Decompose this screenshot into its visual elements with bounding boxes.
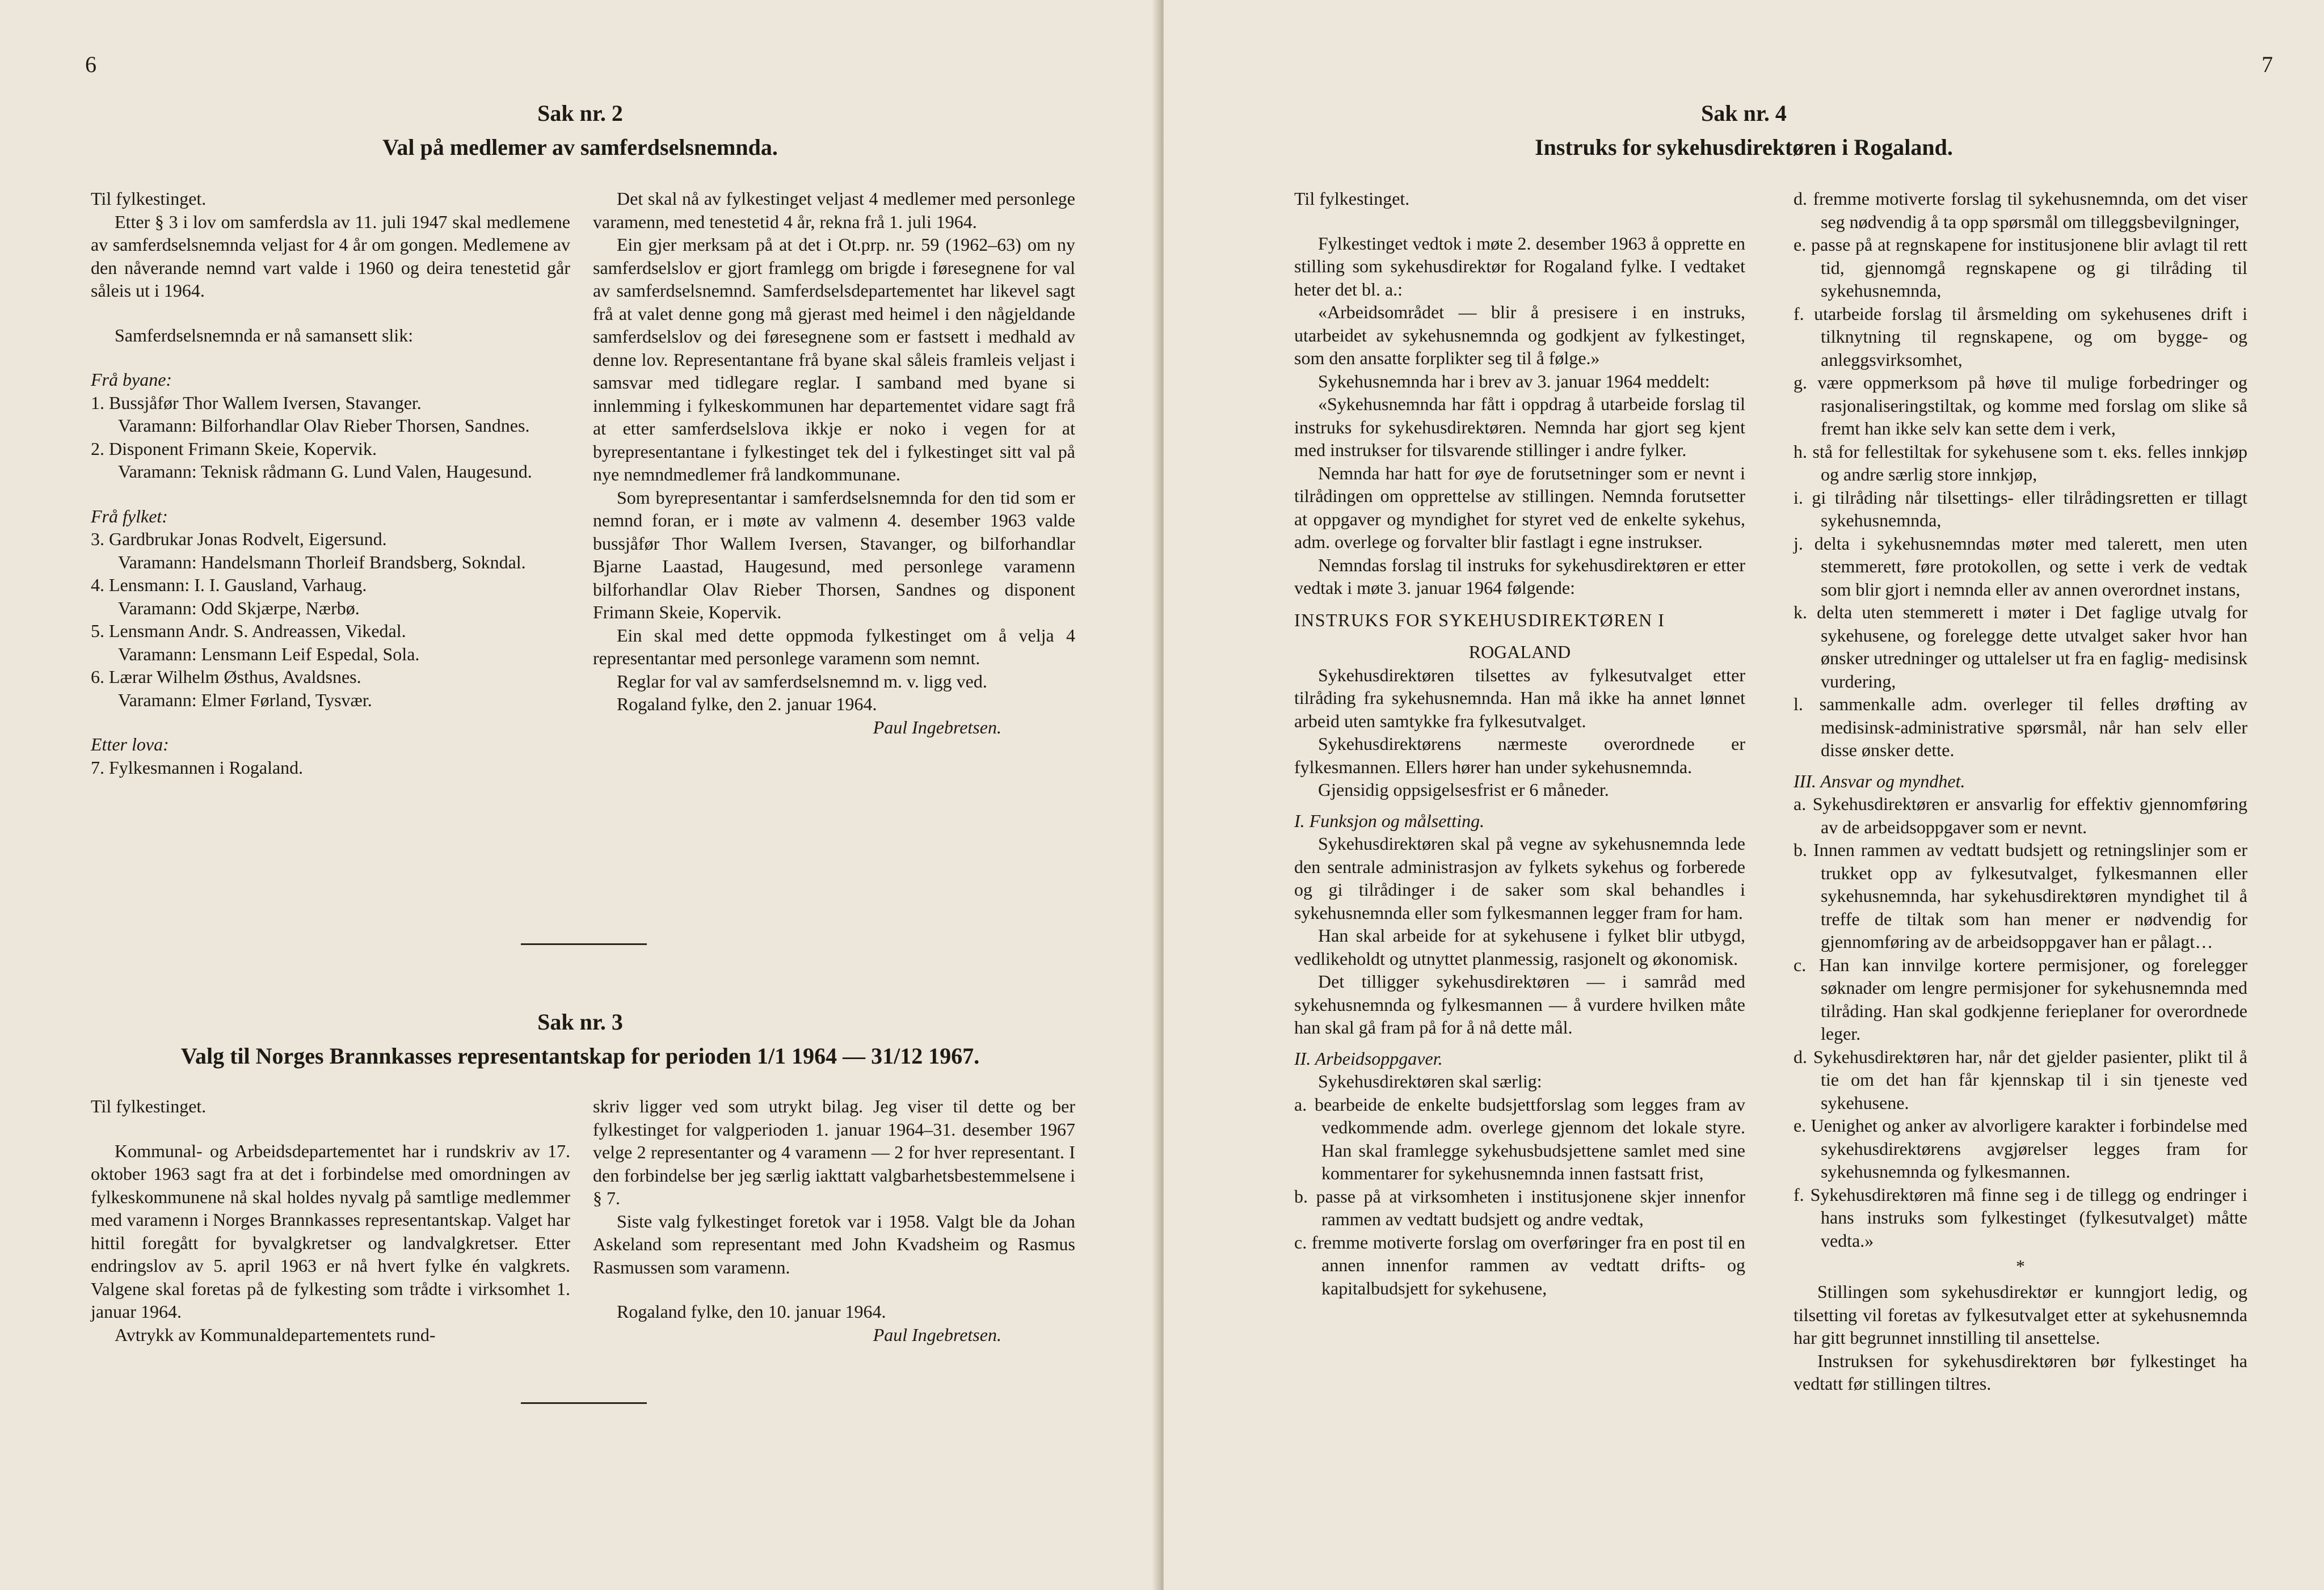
list-item: Varamann: Odd Skjærpe, Nærbø. [118,597,360,618]
signature: Paul Ingebretsen. [873,716,1001,737]
paragraph: Som byrepresentantar i samferdselsnemnda for den tid som er nemnd foran, er i møte av valmenn 4. desember 1963 valde bussjåfør Thor Wallem Iversen, Stavanger, og bilforhandlar Bjarne Laastad, Haugesund, med personlege varamenn bilforhandlar Olav Rieber Thorsen, Sandnes og disponent Frimann Skeie, Kopervik. [593,487,1075,622]
left-page [0,0,1160,1590]
paragraph: Ein skal med dette oppmoda fylkestinget om å velja 4 representantar med personlege varamenn som nemnt. [593,625,1075,668]
sak3-subtitle: Valg til Norges Brannkasses representantskap for perioden 1/1 1964 — 31/12 1967. [180,1043,980,1069]
sak2-column-1 [91,187,570,779]
list-item: Varamann: Handelsmann Thorleif Brandsberg, Sokndal. [118,551,526,572]
paragraph: Ein gjer merksam på at det i Ot.prp. nr. 59 (1962–63) om ny samferdselslov er gjort framlegg om brigde i føresegnene for val av samferdselsnemnd. Samferdselsdepartementet har likevel sagt frå at valet denne gong må gjerast med heimel i den någjeldande samferdselslov og dei føresegnene som er fastsett i medhald av denne lov. Representantane frå byane skal såleis framleis veljast i samsvar med tidlegare reglar. I samband med byane si innlemming i fylkeskommunen har departementet vidare sagt frå at etter samferdselslova ikkje er noko i vegen for at byrepresentantane i fylkestinget tek del i fylkestinget sitt val på nye nemndmedlemer frå landkommunane. [593,234,1075,484]
paragraph: Det tilligger sykehusdirektøren — i samråd med sykehusnemnda og fylkesmannen — å vurdere hvilken måte han skal gå fram på for å nå dette mål. [1294,971,1745,1037]
list-item: 4. Lensmann: I. I. Gausland, Varhaug. [91,575,367,595]
list-item: 2. Disponent Frimann Skeie, Kopervik. [91,438,377,459]
list-item: c. fremme motiverte forslag om overføringer fra en post til en annen innenfor rammen av vedtatt drifts- og kapitalbudsjett for sykehusene, [1294,1231,1745,1298]
section-label: Etter lova: [91,734,169,754]
section-label: Frå fylket: [91,505,168,526]
paragraph: Til fylkestinget. [91,1096,207,1116]
list-item: Varamann: Bilforhandlar Olav Rieber Thorsen, Sandnes. [118,415,530,436]
list-item: f. utarbeide forslag til årsmelding om sykehusenes drift i tilknytning til regnskapene, og om bygge- og anleggsvirksomhet, [1793,303,2247,370]
section-label: Frå byane: [91,369,172,390]
paragraph: Fylkestinget vedtok i møte 2. desember 1963 å opprette en stilling som sykehusdirektør for Rogaland fylke. I vedtaket heter det bl. a.: [1294,233,1745,300]
list-item: b. passe på at virksomheten i institusjonene skjer innenfor rammen av vedtatt budsjett og andre vedtak, [1294,1186,1745,1229]
sak3-column-2 [593,1095,1075,1346]
section-heading: I. Funksjon og målsetting. [1294,810,1485,831]
paragraph: Siste valg fylkestinget foretok var i 1958. Valgt ble da Johan Askeland som representant med John Kvadsheim og Rasmus Rasmussen som varamenn. [593,1211,1075,1277]
list-item: Varamann: Elmer Førland, Tysvær. [118,689,372,710]
paragraph: Kommunal- og Arbeidsdepartementet har i rundskriv av 17. oktober 1963 sagt fra at det i forbindelse med omordningen av fylkeskommunene nå skal holdes nyvalg på samtlige medlemmer med varamenn i Norges Brannkasses representantskap. Valget har hittil foregått for byvalgkretser og landvalgkretser. Etter endringslov av 5. april 1963 er nå hvert fylke én valgkrets. Valgene skal foretas på de fylkesting som trådte i virksomhet 1. januar 1964. [91,1140,570,1322]
list-item: f. Sykehusdirektøren må finne seg i de tillegg og endringer i hans instruks som fylkestinget (fylkesutvalget) måtte vedta.» [1793,1184,2247,1251]
paragraph: Til fylkestinget. [1294,188,1410,209]
sak2-subtitle: Val på medlemer av samferdselsnemnda. [382,134,778,160]
sak4-subtitle: Instruks for sykehusdirektøren i Rogaland. [1535,134,1953,160]
list-item: 6. Lærar Wilhelm Østhus, Avaldsnes. [91,667,361,687]
list-item: 5. Lensmann Andr. S. Andreassen, Vikedal. [91,621,406,641]
section-separator: * [2016,1256,2025,1276]
list-item: a. Sykehusdirektøren er ansvarlig for effektiv gjennomføring av de arbeidsoppgaver som er nevnt. [1793,794,2247,837]
paragraph: Stillingen som sykehusdirektør er kunngjort ledig, og tilsetting vil foretas av fylkesutvalget etter at sykehusnemnda har gitt begrunnet innstilling til ansettelse. [1793,1281,2247,1348]
paragraph: Han skal arbeide for at sykehusene i fylket blir utbygd, vedlikeholdt og utnyttet planmessig, rasjonelt og økonomisk. [1294,925,1745,969]
list-item: Varamann: Teknisk rådmann G. Lund Valen, Haugesund. [118,461,532,482]
date-line: Rogaland fylke, den 10. januar 1964. [617,1301,886,1322]
section-heading: III. Ansvar og myndhet. [1793,770,1965,791]
paragraph: skriv ligger ved som utrykt bilag. Jeg viser til dette og ber fylkestinget for valgperioden 1. januar 1964–31. desember 1967 velge 2 representanter og 4 varamenn — 2 for hver representant. I den forbindelse ber jeg særlig iakttatt valgbarhetsbestemmelsene i § 7. [593,1096,1075,1208]
list-item: l. sammenkalle adm. overleger til felles drøfting av medisinsk-administrative spørsmål, når han selv eller disse ønsker dette. [1793,694,2247,760]
paragraph: Til fylkestinget. [91,188,207,209]
list-item: 3. Gardbrukar Jonas Rodvelt, Eigersund. [91,529,387,549]
list-item: j. delta i sykehusnemndas møter med talerett, men uten stemmerett, føre protokollen, og sette i verk de vedtak som blir gjort i nemnda eller av annen overordnet instans, [1793,533,2247,600]
sak3-title: Sak nr. 3 [537,1009,623,1035]
list-item: e. Uenighet og anker av alvorligere karakter i forbindelse med sykehusdirektørens avgjørelser legges fram for sykehusnemnda og fylkesmannen. [1793,1115,2247,1182]
paragraph: Instruksen for sykehusdirektøren bør fylkestinget ha vedtatt før stillingen tiltres. [1793,1350,2247,1394]
paragraph: Nemnda har hatt for øye de forutsetninger som er nevnt i tilrådingen om opprettelse av stillingen. Nemnda forutsetter at oppgaver og myndighet for styret ved de enkelte sykehus, adm. overlege og forvalter blir fastlagt i egne instrukser. [1294,462,1745,552]
instruks-heading: ROGALAND [1468,642,1571,662]
sak2-title: Sak nr. 2 [537,100,623,126]
paragraph: Sykehusdirektørens nærmeste overordnede er fylkesmannen. Ellers hører han under sykehusnemnda. [1294,733,1745,777]
paragraph: Etter § 3 i lov om samferdsla av 11. juli 1947 skal medlemene av samferdselsnemnda veljast for 4 år om gongen. Medlemene av den nåverande nemnd vart valde i 1960 og deira tenestetid går såleis ut i 1964. [91,211,570,301]
list-item: c. Han kan innvilge kortere permisjoner, og forelegger søknader om lengre permisjoner for sykehusnemnda med tilråding. Han skal godkjenne ferieplaner for overordnede leger. [1793,954,2247,1044]
list-item: 7. Fylkesmannen i Rogaland. [91,757,304,778]
paragraph: Sykehusdirektøren skal særlig: [1318,1071,1542,1091]
paragraph: Sykehusdirektøren tilsettes av fylkesutvalget etter tilråding fra sykehusnemnda. Han må ikke ha annet lønnet arbeid uten samtykke fra fylkesutvalget. [1294,664,1745,731]
paragraph: Avtrykk av Kommunaldepartementets rund- [115,1324,436,1345]
page-number: 6 [85,52,96,77]
paragraph: Gjensidig oppsigelsesfrist er 6 måneder. [1318,779,1609,800]
divider [521,1402,647,1404]
sak4-column-1 [1294,187,1745,1300]
sak3-column-1 [91,1095,570,1346]
section-heading: II. Arbeidsoppgaver. [1294,1048,1443,1069]
paragraph: Samferdselsnemnda er nå samansett slik: [115,324,414,345]
paragraph: Sykehusdirektøren skal på vegne av sykehusnemnda lede den sentrale administrasjon av fylkets sykehus og forberede og gi tilrådinger i de saker som skal behandles i sykehusnemnda eller som fylkesmannen legger fram for ham. [1294,833,1745,923]
list-item: d. Sykehusdirektøren har, når det gjelder pasienter, plikt til å tie om det han får kjennskap til i sin tjeneste ved sykehusene. [1793,1046,2247,1113]
paragraph: «Sykehusnemnda har fått i oppdrag å utarbeide forslag til instruks for sykehusdirektøren. Nemnda har gjort seg kjent med instrukser for tilsvarende stillinger i andre fylker. [1294,394,1745,460]
list-item: a. bearbeide de enkelte budsjettforslag som legges fram av vedkommende adm. overlege gjennom det lokale styre. Han skal framlegge sykehusbudsjettene samlet med sine kommentarer for sykehusnemnda innen fastsatt frist, [1294,1094,1745,1183]
list-item: g. være oppmerksom på høve til mulige forbedringer og rasjonaliseringstiltak, og komme med forslag om slike så fremt han ikke selv kan sette dem i verk, [1793,372,2247,438]
paragraph: «Arbeidsområdet — blir å presisere i en instruks, utarbeidet av sykehusnemnda og godkjent av fylkestinget, som den ansatte forplikter seg til å følge.» [1294,302,1745,368]
paragraph: Det skal nå av fylkestinget veljast 4 medlemer med personlege varamenn, med tenestetid 4 år, rekna frå 1. juli 1964. [593,188,1075,232]
list-item: i. gi tilråding når tilsettings- eller tilrådingsretten er tillagt sykehusnemnda, [1793,487,2247,530]
list-item: d. fremme motiverte forslag til sykehusnemnda, om det viser seg nødvendig å ta opp spørsmål om tilleggsbevilgninger, [1793,188,2247,232]
list-item: e. passe på at regnskapene for institusjonene blir avlagt til rett tid, gjennomgå regnskapene og gi tilråding til sykehusnemnda, [1793,234,2247,301]
divider [521,943,647,945]
sak4-column-2 [1793,187,2247,1395]
list-item: h. stå for fellestiltak for sykehusene som t. eks. felles innkjøp og andre særlig store innkjøp, [1793,441,2247,484]
date-line: Rogaland fylke, den 2. januar 1964. [617,694,877,714]
paragraph: Sykehusnemnda har i brev av 3. januar 1964 meddelt: [1318,370,1710,391]
sak4-title: Sak nr. 4 [1701,100,1787,126]
paragraph: Reglar for val av samferdselsnemnd m. v. ligg ved. [617,670,987,691]
list-item: b. Innen rammen av vedtatt budsjett og retningslinjer som er trukket opp av fylkesutvalget, fylkesmannen eller sykehusnemnda, har sykehusdirektøren myndighet til å treffe de tiltak som han mener er nødvendig for gjennomføring av de arbeidsoppgaver han er pålagt… [1793,840,2247,952]
sak2-column-2 [593,187,1075,739]
signature: Paul Ingebretsen. [873,1324,1001,1345]
list-item: k. delta uten stemmerett i møter i Det faglige utvalg for sykehusene, og forelegge dette utvalget saker hvor han ønsker utredninger og uttalelser ut fra en faglig- medisinsk vurdering, [1793,602,2247,691]
paragraph: Nemndas forslag til instruks for sykehusdirektøren er etter vedtak i møte 3. januar 1964 følgende: [1294,554,1745,598]
page-number: 7 [2262,52,2273,77]
list-item: 1. Bussjåfør Thor Wallem Iversen, Stavanger. [91,392,422,413]
list-item: Varamann: Lensmann Leif Espedal, Sola. [118,643,420,664]
right-page [1164,0,2324,1590]
instruks-heading: INSTRUKS FOR SYKEHUSDIREKTØREN I [1294,609,1665,630]
